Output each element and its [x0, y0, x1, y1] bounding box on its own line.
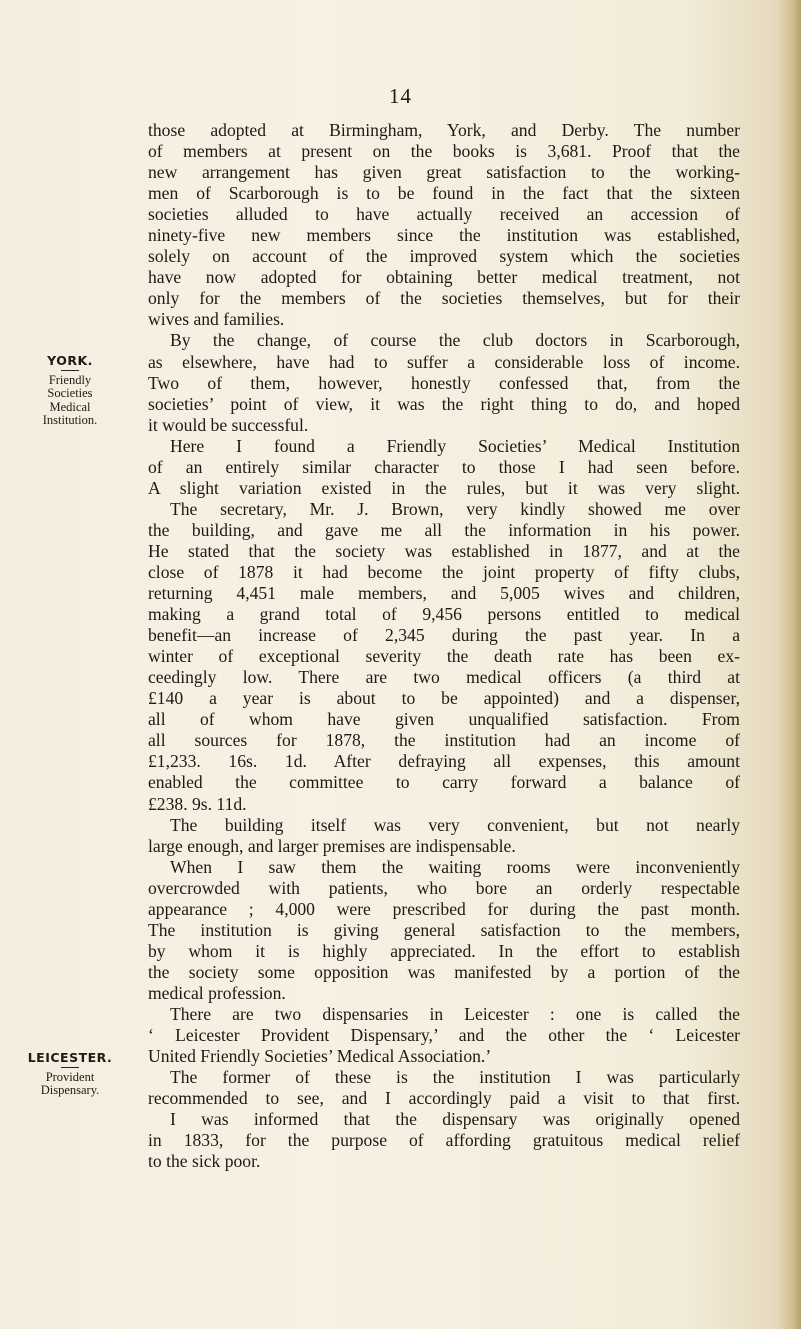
text-line: Here I found a Friendly Societies’ Medical Institution: [170, 435, 740, 456]
text-line: ‘ Leicester Provident Dispensary,’ and the other the ‘ Leicester: [148, 1025, 740, 1046]
text-line: solely on account of the improved system which the societies: [148, 246, 740, 267]
body-text: [148, 120, 740, 1172]
text-line: large enough, and larger premises are indispensable.: [148, 835, 516, 856]
text-line: benefit—an increase of 2,345 during the past year. In a: [148, 625, 740, 646]
text-line: By the change, of course the club doctors in Scarborough,: [170, 330, 740, 351]
text-line: The building itself was very convenient, but not nearly: [170, 814, 740, 835]
text-line: new arrangement has given great satisfaction to the working-: [148, 162, 740, 183]
text-line: Two of them, however, honestly confessed that, from the: [148, 372, 740, 393]
text-line: winter of exceptional severity the death rate has been ex-: [148, 646, 740, 667]
text-line: societies alluded to have actually received an accession of: [148, 204, 740, 225]
text-line: appearance ; 4,000 were prescribed for during the past month.: [148, 898, 740, 919]
sidenote-leicester: [0, 1051, 140, 1098]
text-line: There are two dispensaries in Leicester : one is called the: [170, 1003, 740, 1024]
text-line: close of 1878 it had become the joint property of fifty clubs,: [148, 561, 740, 582]
text-line: £140 a year is about to be appointed) and a dispenser,: [148, 688, 740, 709]
text-line: to the sick poor.: [148, 1151, 261, 1172]
text-line: the society some opposition was manifested by a portion of the: [148, 961, 740, 982]
sidenote-york: [0, 354, 140, 428]
sidenote-line: Medical: [49, 399, 91, 414]
text-line: have now adopted for obtaining better medical treatment, not: [148, 267, 740, 288]
text-line: medical profession.: [148, 982, 286, 1003]
sidenote-line: Friendly: [48, 372, 92, 387]
sidenote-rule: [61, 1067, 79, 1068]
text-line: wives and families.: [148, 309, 285, 330]
text-line: all of whom have given unqualified satisfaction. From: [148, 709, 740, 730]
sidenote-line: Societies: [47, 386, 93, 400]
text-line: societies’ point of view, it was the right thing to do, and hoped: [148, 393, 740, 414]
text-line: The secretary, Mr. J. Brown, very kindly showed me over: [170, 498, 740, 519]
text-line: £238. 9s. 11d.: [148, 793, 247, 814]
sidenote-rule: [61, 370, 79, 371]
text-line: United Friendly Societies’ Medical Association.’: [148, 1046, 492, 1067]
text-line: recommended to see, and I accordingly paid a visit to that first.: [148, 1088, 740, 1109]
text-line: A slight variation existed in the rules, but it was very slight.: [148, 477, 740, 498]
text-line: When I saw them the waiting rooms were inconveniently: [170, 856, 740, 877]
sidenote-heading: LEICESTER.: [27, 1050, 113, 1065]
text-line: by whom it is highly appreciated. In the effort to establish: [148, 940, 740, 961]
text-line: making a grand total of 9,456 persons entitled to medical: [148, 604, 740, 625]
text-line: The former of these is the institution I was particularly: [170, 1067, 740, 1088]
sidenote-line: Institution.: [42, 413, 98, 427]
text-line: enabled the committee to carry forward a balance of: [148, 772, 740, 793]
text-line: only for the members of the societies themselves, but for their: [148, 288, 740, 309]
text-line: ninety-five new members since the institution was established,: [148, 225, 740, 246]
text-line: of an entirely similar character to those I had seen before.: [148, 456, 740, 477]
text-line: The institution is giving general satisfaction to the members,: [148, 919, 740, 940]
text-line: returning 4,451 male members, and 5,005 wives and children,: [148, 583, 740, 604]
page-edge-shadow: [779, 0, 801, 1329]
text-line: in 1833, for the purpose of affording gratuitous medical relief: [148, 1130, 740, 1151]
sidenote-heading: YORK.: [47, 353, 93, 368]
text-line: the building, and gave me all the information in his power.: [148, 519, 740, 540]
text-line: men of Scarborough is to be found in the fact that the sixteen: [148, 183, 740, 204]
text-line: £1,233. 16s. 1d. After defraying all expenses, this amount: [148, 751, 740, 772]
sidenote-line: Provident: [45, 1069, 95, 1084]
text-line: those adopted at Birmingham, York, and Derby. The number: [148, 120, 740, 140]
text-line: ceedingly low. There are two medical officers (a third at: [148, 667, 740, 688]
text-line: as elsewhere, have had to suffer a considerable loss of income.: [148, 351, 740, 372]
page-number: 14: [389, 84, 412, 108]
text-line: of members at present on the books is 3,681. Proof that the: [148, 141, 740, 162]
text-line: all sources for 1878, the institution had an income of: [148, 730, 740, 751]
text-line: it would be successful.: [148, 414, 309, 435]
text-line: overcrowded with patients, who bore an orderly respectable: [148, 877, 740, 898]
text-line: He stated that the society was established in 1877, and at the: [148, 540, 740, 561]
sidenote-line: Dispensary.: [40, 1083, 100, 1097]
text-line: I was informed that the dispensary was originally opened: [170, 1109, 740, 1130]
